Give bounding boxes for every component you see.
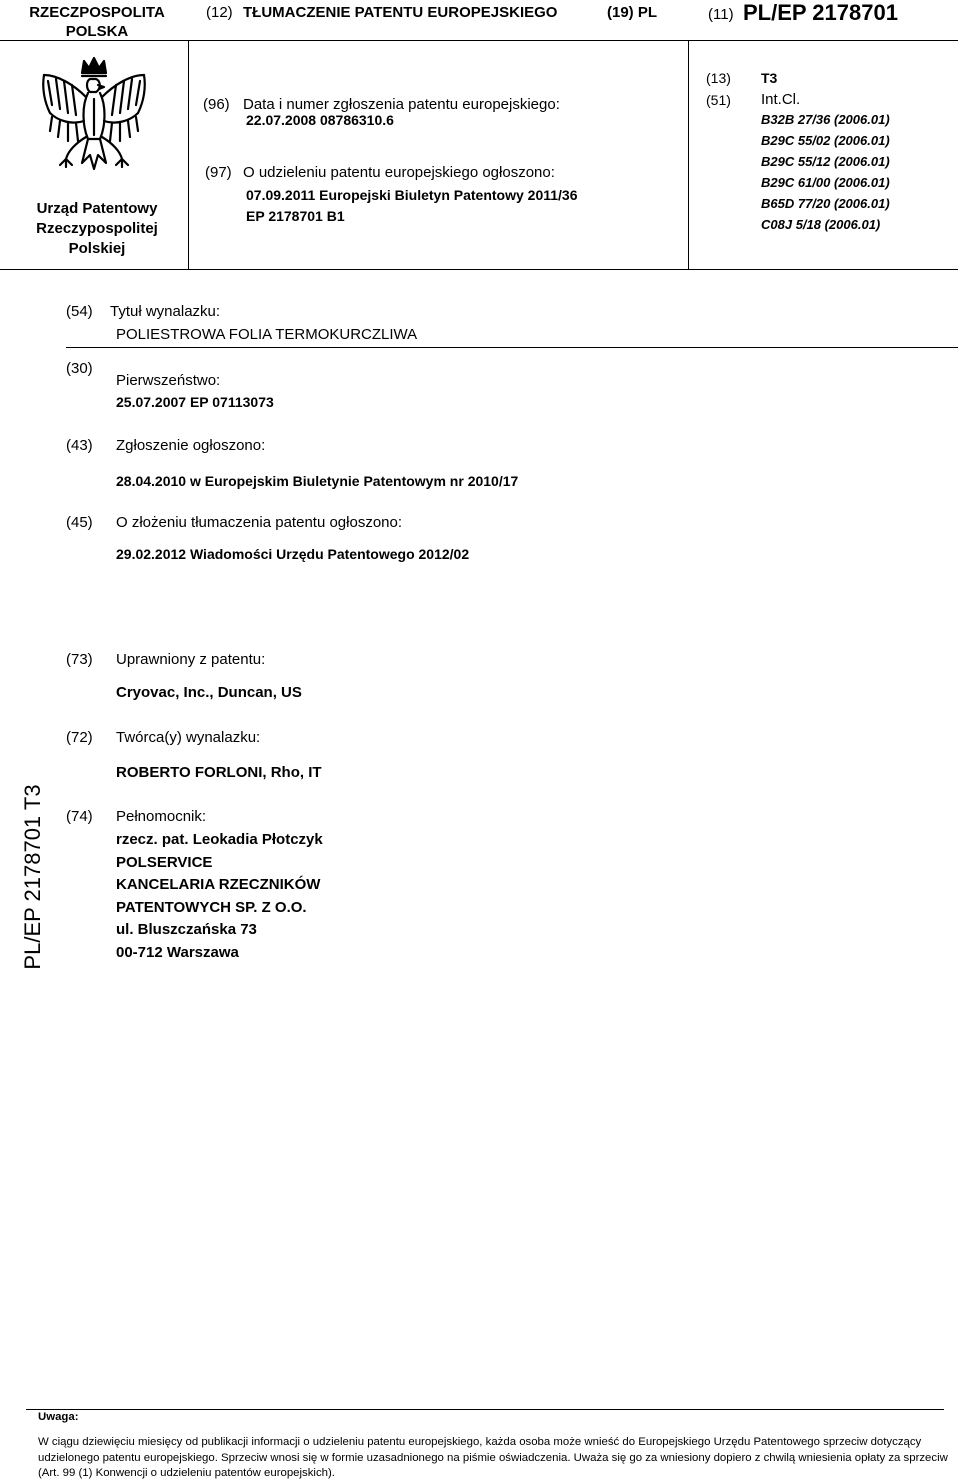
- application-published-label: Zgłoszenie ogłoszono:: [116, 437, 266, 454]
- classification-item: B32B 27/36 (2006.01): [761, 112, 890, 127]
- office-line-1: Urząd Patentowy: [36, 200, 158, 217]
- header-left-divider: [188, 40, 189, 269]
- code-97: (97): [205, 164, 232, 181]
- code-96: (96): [203, 96, 230, 113]
- side-patent-label: [20, 780, 46, 974]
- code-54: (54): [66, 303, 93, 320]
- office-line-2: Rzeczypospolitej: [36, 220, 158, 237]
- document-type: TŁUMACZENIE PATENTU EUROPEJSKIEGO: [243, 4, 558, 21]
- header-divider: [0, 40, 958, 41]
- code-19: (19) PL: [607, 4, 658, 21]
- grant-value: 07.09.2011 Europejski Biuletyn Patentowy 2011/36: [246, 187, 578, 203]
- translation-filed-label: O złożeniu tłumaczenia patentu ogłoszono:: [116, 514, 403, 531]
- kind-code: T3: [761, 70, 778, 86]
- proprietor-value: Cryovac, Inc., Duncan, US: [116, 684, 302, 701]
- code-74: (74): [66, 808, 93, 825]
- attorney-line: 00-712 Warszawa: [116, 943, 239, 961]
- code-51: (51): [706, 92, 731, 108]
- code-72: (72): [66, 729, 93, 746]
- inventor-value: ROBERTO FORLONI, Rho, IT: [116, 764, 322, 781]
- priority-label: Pierwszeństwo:: [116, 372, 221, 389]
- title-label: Tytuł wynalazku:: [110, 303, 221, 320]
- title-divider: [66, 347, 958, 348]
- translation-filed-value: 29.02.2012 Wiadomości Urzędu Patentowego 2012/02: [116, 546, 470, 562]
- office-line-3: Polskiej: [68, 240, 126, 257]
- attorney-address: [116, 829, 323, 964]
- attorney-line: rzecz. pat. Leokadia Płotczyk: [116, 831, 323, 848]
- code-43: (43): [66, 437, 93, 454]
- code-12: (12): [206, 4, 233, 21]
- priority-value: 25.07.2007 EP 07113073: [116, 394, 274, 410]
- application-published-value: 28.04.2010 w Europejskim Biuletynie Patentowym nr 2010/17: [116, 473, 519, 489]
- header-right-divider: [688, 40, 689, 269]
- notice-body: W ciągu dziewięciu miesięcy od publikacji informacji o udzieleniu patentu europejskiego, każda osoba może wnieść do Europejskiego Urzędu Patentowego sprzeciw dotyczący udzielonego patentu europejskiego. Sprzeciw wnosi się w formie uzasadnionego na piśmie oświadczenia. Uważa się go za wniesiony dopiero z chwilą wniesienia opłaty za sprzeciw (Art. 99 (1) Konwencji o udzieleniu patentów europejskich).: [38, 1436, 948, 1479]
- grant-publication: EP 2178701 B1: [246, 208, 345, 224]
- grant-label: O udzieleniu patentu europejskiego ogłoszono:: [243, 164, 555, 181]
- notice-title: Uwaga:: [38, 1411, 79, 1423]
- country-line-2: POLSKA: [65, 23, 129, 40]
- country-line-1: RZECZPOSPOLITA: [29, 4, 165, 21]
- code-11: (11): [708, 6, 734, 23]
- attorney-line: PATENTOWYCH SP. Z O.O.: [116, 898, 307, 916]
- code-30: (30): [66, 360, 93, 377]
- classification-item: C08J 5/18 (2006.01): [761, 217, 881, 232]
- header-bottom-divider: [0, 269, 958, 270]
- code-13: (13): [706, 70, 731, 86]
- proprietor-label: Uprawniony z patentu:: [116, 651, 266, 668]
- attorney-line: ul. Bluszczańska 73: [116, 921, 257, 938]
- classification-list: [761, 109, 890, 235]
- invention-title: POLIESTROWA FOLIA TERMOKURCZLIWA: [116, 326, 418, 343]
- attorney-line: KANCELARIA RZECZNIKÓW: [116, 876, 321, 893]
- classification-item: B65D 77/20 (2006.01): [761, 196, 890, 211]
- attorney-label: Pełnomocnik:: [116, 808, 207, 825]
- classification-item: B29C 55/12 (2006.01): [761, 154, 890, 169]
- polish-eagle-icon: [38, 55, 150, 185]
- notice-divider: [26, 1409, 944, 1410]
- classification-item: B29C 61/00 (2006.01): [761, 175, 890, 190]
- side-patent-label-text: PL/EP 2178701 T3: [20, 784, 45, 970]
- int-cl-label: Int.Cl.: [761, 91, 801, 108]
- classification-item: B29C 55/02 (2006.01): [761, 133, 890, 148]
- attorney-line: POLSERVICE: [116, 853, 213, 871]
- inventor-label: Twórca(y) wynalazku:: [116, 729, 261, 746]
- code-45: (45): [66, 514, 93, 531]
- patent-number: PL/EP 2178701: [743, 0, 898, 25]
- filing-label: Data i numer zgłoszenia patentu europejskiego:: [243, 96, 560, 113]
- country-name: [26, 3, 168, 41]
- filing-value: 22.07.2008 08786310.6: [246, 112, 394, 128]
- code-73: (73): [66, 651, 93, 668]
- office-name: [22, 199, 172, 259]
